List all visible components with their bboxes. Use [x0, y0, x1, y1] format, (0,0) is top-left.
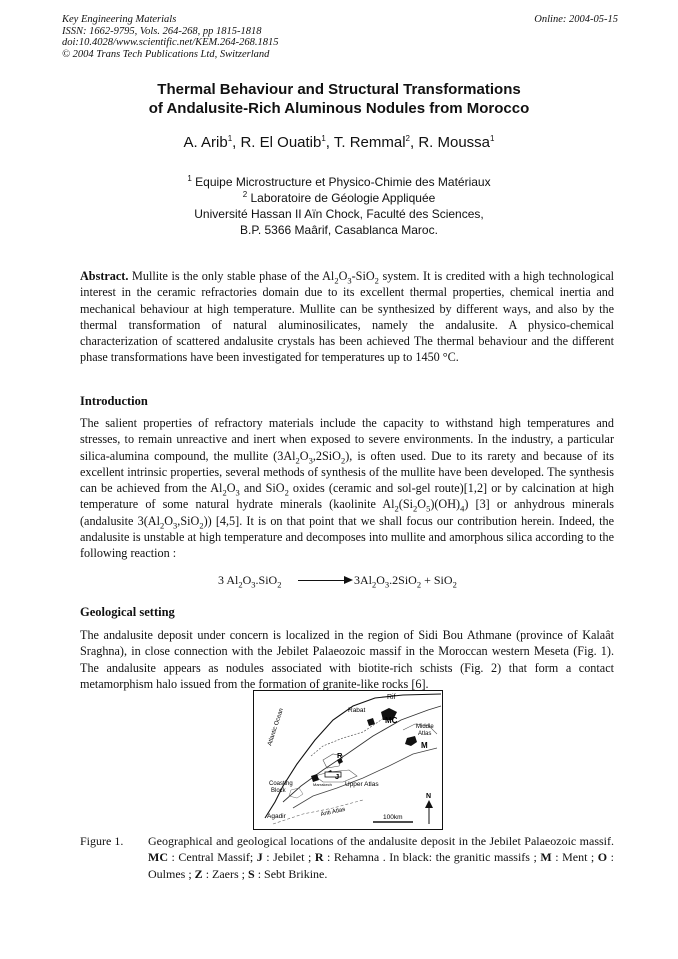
author-name: A. Arib: [183, 134, 228, 151]
subscript: 2: [277, 579, 282, 590]
body-text: )(OH): [430, 497, 461, 512]
subscript: 5: [426, 503, 431, 514]
abstract-text: O: [338, 269, 348, 283]
body-text: The salient properties of refractory materials include the capacity to withstand high temperatures and stresses, to remain unreactive and inert when exposed to severe environments. In the industry, a particular silica-alumina compound, the mullite (3Al: [80, 416, 614, 463]
affiliation-address: B.P. 5366 Maârif, Casablanca Maroc.: [240, 223, 438, 237]
formula-text: 3 Al: [218, 573, 239, 587]
label-m: M: [421, 741, 428, 750]
body-text: oxides (ceramic and sol-gel route)[1,2] or by calcination at high temperature of some natural hydrate minerals (kaolinite Al: [80, 481, 614, 512]
affiliation-university: Université Hassan II Aïn Chock, Faculté des Sciences,: [194, 207, 484, 221]
subscript: 2: [413, 503, 418, 514]
reaction-arrow: [298, 580, 350, 581]
formula-text: O: [242, 573, 252, 587]
subscript: 2: [284, 487, 289, 498]
affiliation-mark: 2: [405, 134, 410, 143]
body-text: O: [299, 448, 309, 463]
body-text: O: [417, 497, 427, 512]
affiliation-text: Laboratoire de Géologie Appliquée: [247, 191, 436, 205]
subscript: 2: [394, 503, 399, 514]
body-text: and SiO: [239, 481, 285, 496]
label-j: J: [335, 772, 340, 781]
body-text: ), is often used. Due to its rarety and because of its excellent intrinsic properties, several methods of synthesis of the mullite have been developed. The synthesis can be achieved from the Al: [80, 448, 614, 496]
subscript: 2: [340, 455, 346, 466]
label-mc: MC: [385, 716, 398, 725]
subscript: 2: [334, 275, 339, 286]
issn-line: ISSN: 1662-9795, Vols. 264-268, pp 1815-1818: [62, 25, 262, 37]
abstract-text: Mullite is the only stable phase of the Al: [128, 269, 335, 283]
subscript: 2: [295, 455, 300, 466]
geological-paragraph: The andalusite deposit under concern is localized in the region of Sidi Bou Athmane (province of Kalaât Sraghna), in close connection with the Jebilet Palaeozoic massif in the Moroccan western Meseta (Fig. 1). The andalusite appears as nodules associated with biotite-rich schists (Fig. 2) that form a contact metamorphism halo issued from the formation of granite-like rocks [6].: [80, 628, 614, 691]
subscript: 2: [199, 520, 204, 531]
copyright-line: © 2004 Trans Tech Publications Ltd, Switzerland: [62, 48, 270, 60]
label-block: Block: [271, 788, 286, 794]
geological-setting-heading: Geological setting: [80, 605, 175, 619]
subscript: 3: [251, 579, 256, 590]
morocco-map: [253, 690, 443, 830]
subscript: 3: [173, 520, 178, 531]
body-text: )) [4,5]. It is on that point that we shall focus our contribution herein. Indeed, the andalusite is unstable at high temperature and decomposes into mullite and amorphous silica according to the following reaction :: [80, 513, 615, 561]
subscript: 2: [222, 487, 227, 498]
subscript: 3: [308, 455, 313, 466]
affiliation-mark: 1: [227, 134, 233, 143]
subscript: 2: [374, 275, 379, 286]
subscript: 2: [372, 579, 377, 590]
label-upper-atlas: Upper Atlas: [345, 781, 379, 788]
caption-segment: : Jebilet ;: [262, 850, 315, 865]
affiliation-mark: 1: [187, 174, 192, 183]
caption-segment: : Rehamna . In black: the granitic massifs ;: [323, 850, 541, 865]
formula-text: .2SiO: [389, 573, 417, 587]
title-line-2: of Andalusite-Rich Aluminous Nodules from Morocco: [148, 100, 530, 117]
caption-key: J: [256, 850, 263, 865]
caption-segment: : Oulmes ;: [148, 850, 614, 881]
geological-map-figure: [253, 690, 443, 830]
author-list: [0, 134, 678, 151]
formula-text: 3Al: [354, 573, 372, 587]
reactant: [218, 573, 282, 590]
online-date: Online: 2004-05-15: [534, 14, 618, 25]
paper-title: [0, 80, 678, 118]
caption-key: Z: [194, 866, 203, 881]
subscript: 3: [347, 275, 352, 286]
body-text: ,SiO: [177, 513, 200, 528]
label-atlantic-ocean: Atlantic Ocean: [267, 707, 285, 747]
caption-segment: : Sebt Brikine.: [254, 866, 328, 881]
figure-label: Figure 1.: [80, 834, 124, 848]
reaction-equation: [218, 573, 518, 588]
caption-segment: : Central Massif;: [168, 850, 257, 865]
caption-segment: : Zaers ;: [202, 866, 249, 881]
label-rabat: Rabat: [348, 707, 366, 714]
body-text: O: [164, 513, 174, 528]
abstract-text: system. It is credited with a high technological interest in the ceramic refractories domain due to its excellent thermal properties, chemical inertia and mechanical behaviour at high temperature. Mullite can be synthesized by different ways, and also by the thermal transformation of natural aluminosilicates, namely the andalusite. A physico-chemical characterization of scattered andalusite crystals has been achieved The thermal behaviour and the different phase transformations have been investigated for temperatures up to 1450 °C.: [80, 269, 614, 365]
affiliation-mark: 1: [490, 134, 495, 143]
label-marrakech: Marrakech: [313, 782, 332, 787]
author-name: , R. Moussa: [410, 134, 491, 151]
subscript: 2: [416, 579, 422, 590]
caption-segment: Geographical and geological locations of the andalusite deposit in the Jebilet Palaeozoic massif.: [148, 834, 614, 848]
formula-text: .SiO: [255, 573, 278, 587]
introduction-paragraph: [80, 415, 614, 562]
affiliations: [0, 174, 678, 238]
caption-key: M: [540, 850, 552, 865]
formula-text: + SiO: [421, 573, 453, 587]
author-name: , T. Remmal: [325, 134, 406, 151]
doi-line: doi:10.4028/www.scientific.net/KEM.264-268.1815: [62, 37, 279, 48]
affiliation-2: [0, 190, 678, 206]
label-middle: Middle: [416, 724, 434, 730]
subscript: 3: [384, 579, 390, 590]
label-r: R: [337, 751, 343, 760]
figure-caption: [80, 833, 614, 882]
body-text: (Si: [398, 497, 413, 512]
caption-key: R: [314, 850, 324, 865]
abstract-text: -SiO: [351, 269, 375, 283]
caption-segment: : Ment ;: [551, 850, 598, 865]
arrow-head-icon: [344, 576, 353, 584]
body-text: ,2SiO: [312, 448, 341, 463]
subscript: 2: [238, 579, 243, 590]
products: [354, 573, 457, 588]
abstract-paragraph: [80, 268, 614, 366]
caption-text: [148, 833, 614, 882]
journal-name: Key Engineering Materials: [62, 14, 177, 25]
affiliation-mark: 2: [242, 190, 248, 199]
subscript: 2: [452, 579, 457, 590]
label-rif: Rif: [387, 694, 396, 701]
affiliation-mark: 1: [321, 134, 326, 143]
label-anti-atlas: Anti Atlas: [320, 806, 346, 818]
introduction-heading: Introduction: [80, 394, 148, 408]
caption-key: MC: [148, 850, 168, 865]
label-agadir: Agadir: [267, 813, 286, 820]
label-north: N: [426, 793, 432, 800]
formula-text: O: [376, 573, 385, 587]
label-coasting: Coasting: [269, 781, 293, 787]
caption-key: O: [597, 850, 608, 865]
subscript: 3: [235, 487, 240, 498]
affiliation-1: [0, 174, 678, 190]
subscript: 2: [159, 520, 165, 531]
subscript: 4: [460, 503, 465, 514]
title-line-1: Thermal Behaviour and Structural Transformations: [157, 81, 521, 98]
affiliation-text: Equipe Microstructure et Physico-Chimie des Matériaux: [191, 175, 491, 189]
label-atlas: Atlas: [418, 731, 432, 737]
journal-header: [62, 14, 618, 60]
body-text: O: [226, 481, 236, 496]
label-scale: 100km: [383, 814, 403, 821]
caption-key: S: [248, 866, 255, 881]
author-name: , R. El Ouatib: [232, 134, 322, 151]
abstract-label: Abstract.: [80, 269, 129, 283]
body-text: ) [3] or anhydrous minerals (andalusite 3(Al: [80, 497, 614, 528]
